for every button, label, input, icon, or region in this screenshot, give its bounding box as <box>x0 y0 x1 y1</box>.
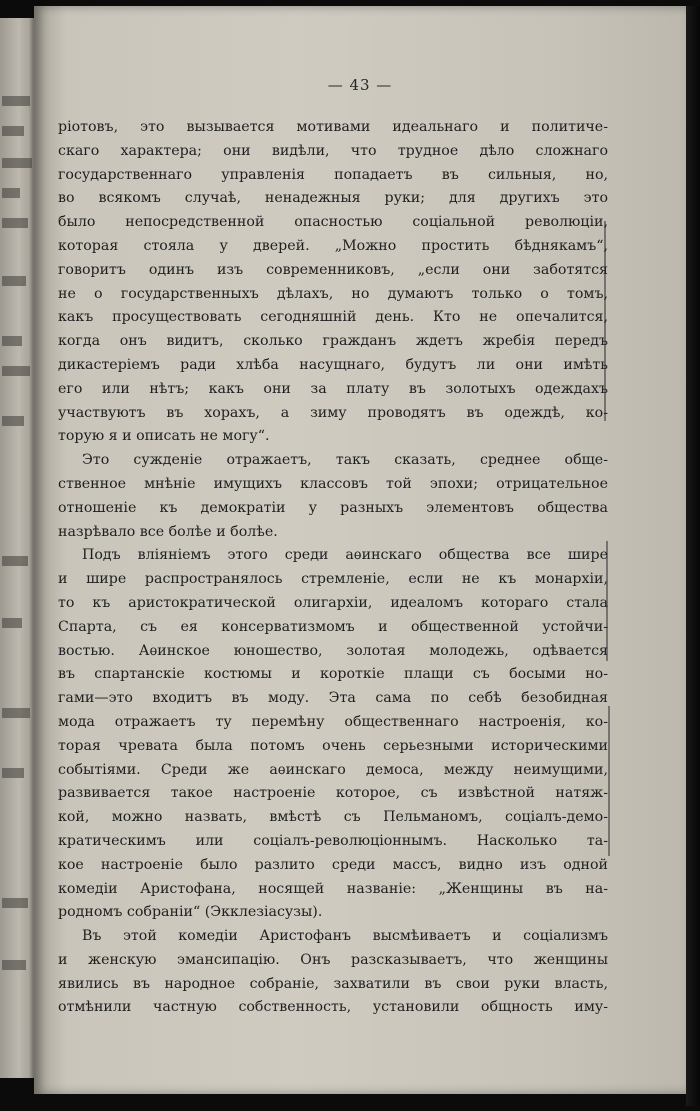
text-line: было непосредственной опасностью соціальной революціи, <box>58 214 608 231</box>
text-line: дикастеріемъ ради хлѣба насущнаго, будутъ ли они имѣть <box>58 356 608 373</box>
text-line: когда онъ видитъ, сколько гражданъ ждетъ жребія передъ <box>58 333 608 350</box>
text-line: востью. Аѳинское юношество, золотая молодежь, одѣвается <box>58 642 608 659</box>
text-line: не о государственныхъ дѣлахъ, но думаютъ только о томъ, <box>58 285 608 302</box>
margin-mark-3 <box>608 706 610 856</box>
text-line: его или нѣтъ; какъ они за плату въ золотыхъ одеждахъ <box>58 380 608 397</box>
text-line: гами—это входитъ въ моду. Эта сама по себѣ безобидная <box>58 690 608 707</box>
text-line: какъ просуществовать сегодняшній день. Кто не опечалится, <box>58 309 608 326</box>
text-line: въ спартанскіе костюмы и короткіе плащи съ босыми но- <box>58 666 608 683</box>
text-line: во всякомъ случаѣ, ненадежныя руки; для другихъ это <box>58 190 608 207</box>
text-line: отношеніе къ демократіи у разныхъ элементовъ общества <box>58 499 608 516</box>
text-line: Это сужденіе отражаетъ, такъ сказать, среднее обще- <box>82 452 608 469</box>
text-line: и шире распространялось стремленіе, если не къ монархіи, <box>58 571 608 588</box>
text-line: ріотовъ, это вызывается мотивами идеальнаго и политиче- <box>58 119 608 135</box>
text-line: Въ этой комедіи Аристофанъ высмѣиваетъ и соціализмъ <box>82 928 608 945</box>
text-line: отмѣнили частную собственность, установили общность иму- <box>58 999 608 1016</box>
page-shadow-edge <box>686 6 700 1106</box>
text-line: которая стояла у дверей. „Можно простить бѣднякамъ“, <box>58 237 608 254</box>
text-line: и женскую эмансипацію. Онъ разсказываетъ, что женщины <box>58 951 608 968</box>
text-line: назрѣвало все болѣе и болѣе. <box>58 523 278 540</box>
text-line: кой, можно назвать, вмѣстѣ съ Пельманомъ, соціалъ-демо- <box>58 809 608 826</box>
text-line: событіями. Среди же аѳинскаго демоса, между неимущими, <box>58 761 608 778</box>
text-line: явились въ народное собраніе, захватили въ свои руки власть, <box>58 975 608 992</box>
text-line: то къ аристократической олигархіи, идеаломъ котораго стала <box>58 594 608 611</box>
text-line: говоритъ одинъ изъ современниковъ, „если они заботятся <box>58 261 608 278</box>
text-line: кое настроеніе было разлито среди массъ, видно изъ одной <box>58 856 608 873</box>
body-text <box>58 116 608 1020</box>
text-line: торую я и описать не могу“. <box>58 428 270 445</box>
page-number: — 43 — <box>327 76 393 94</box>
text-line: Спарта, съ ея консерватизмомъ и общественной устойчи- <box>58 618 608 635</box>
text-line: Подъ вліяніемъ этого среди аѳинскаго общества все шире <box>82 547 608 564</box>
text-line: ственное мнѣніе имущихъ классовъ той эпохи; отрицательное <box>58 475 608 492</box>
text-line: кратическимъ или соціалъ-революціоннымъ. Насколько та- <box>58 832 608 849</box>
text-line: комедіи Аристофана, носящей названіе: „Женщины въ на- <box>58 880 608 897</box>
text-line: торая чревата была потомъ очень серьезными историческими <box>58 737 608 754</box>
text-line: развивается такое настроеніе которое, съ извѣстной натяж- <box>58 785 608 802</box>
text-line: государственнаго управленія попадаетъ въ сильныя, но, <box>58 166 608 183</box>
text-line: скаго характера; они видѣли, что трудное дѣло сложнаго <box>58 142 608 159</box>
book-page <box>34 6 686 1094</box>
text-line: родномъ собраніи“ (Экклезіасузы). <box>58 904 323 921</box>
previous-page-edge <box>0 18 34 1078</box>
text-line: участвуютъ въ хорахъ, а зиму проводятъ въ одеждѣ, ко- <box>58 404 608 421</box>
text-line: мода отражаетъ ту перемѣну общественнаго настроенія, ко- <box>58 713 608 730</box>
